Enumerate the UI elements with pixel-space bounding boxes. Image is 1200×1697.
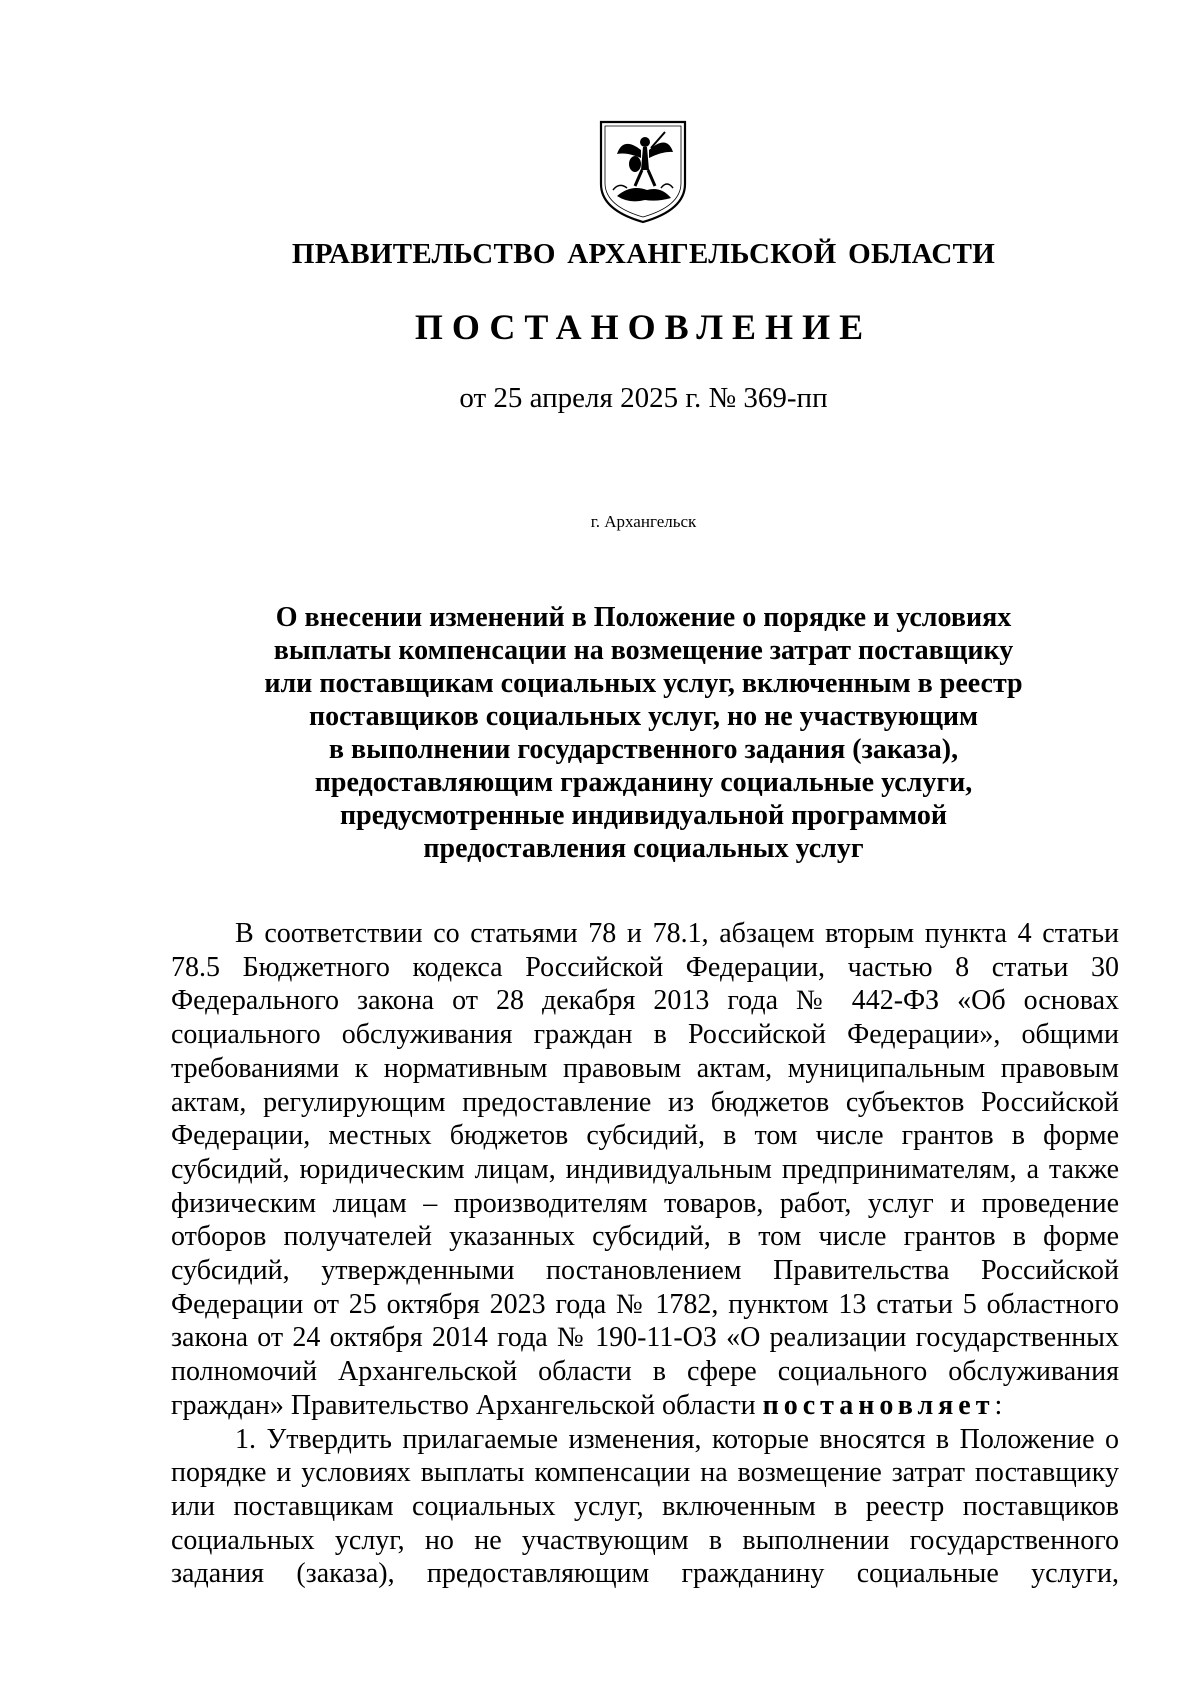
subject-line: О внесении изменений в Положение о порядке и условиях	[275, 602, 1012, 633]
subject-line: поставщиков социальных услуг, но не участвующим	[308, 701, 979, 732]
subject-line: предусмотренные индивидуальной программой	[339, 800, 948, 831]
item-1-paragraph	[171, 1423, 1119, 1592]
preamble-paragraph	[171, 917, 1119, 1423]
subject-line: предоставляющим гражданину социальные услуги,	[314, 767, 973, 798]
document-date-number: от 25 апреля 2025 г. № 369-пп	[459, 382, 828, 414]
subject-line: или поставщикам социальных услуг, включенным в реестр	[264, 668, 1023, 699]
subject-line: в выполнении государственного задания (заказа),	[328, 734, 959, 765]
decree-word: постановляет	[762, 1389, 995, 1421]
document-body	[171, 917, 1119, 1591]
government-title: ПРАВИТЕЛЬСТВО АРХАНГЕЛЬСКОЙ ОБЛАСТИ	[291, 238, 996, 270]
coat-of-arms-icon	[597, 118, 689, 226]
subject-line: выплаты компенсации на возмещение затрат поставщику	[273, 635, 1014, 666]
document-subject	[168, 601, 1119, 865]
document-type: ПОСТАНОВЛЕНИЕ	[414, 307, 873, 347]
decree-colon: :	[994, 1389, 1003, 1421]
document-city: г. Архангельск	[590, 512, 697, 531]
subject-line: предоставления социальных услуг	[423, 833, 864, 864]
preamble-text: В соответствии со статьями 78 и 78.1, абзацем вторым пункта 4 статьи 78.5 Бюджетного кодекса Российской Федерации, частью 8 статьи 30 Федерального закона от 28 декабря 2013 года № 442-ФЗ «Об основах социального обслуживания граждан в Российской Федерации», общими требованиями к нормативным правовым актам, муниципальным правовым актам, регулирующим предоставление из бюджетов субъектов Российской Федерации, местных бюджетов субсидий, в том числе грантов в форме субсидий, юридическим лицам, индивидуальным предпринимателям, а также физическим лицам – производителям товаров, работ, услуг и проведение отборов получателей указанных субсидий, в том числе грантов в форме субсидий, утвержденными постановлением Правительства Российской Федерации от 25 октября 2023 года № 1782, пунктом 13 статьи 5 областного закона от 24 октября 2014 года № 190-11-ОЗ «О реализации государственных полномочий Архангельской области в сфере социального обслуживания граждан» Правительство Архангельской области	[171, 918, 1119, 1421]
item-1-text: 1. Утвердить прилагаемые изменения, которые вносятся в Положение о порядке и условиях выплаты компенсации на возмещение затрат поставщику или поставщикам социальных услуг, включенным в реестр поставщиков социальных услуг, но не участвующим в выполнении государственного задания (заказа), предоставляющим гражданину социальные услуги,	[171, 1423, 1119, 1590]
